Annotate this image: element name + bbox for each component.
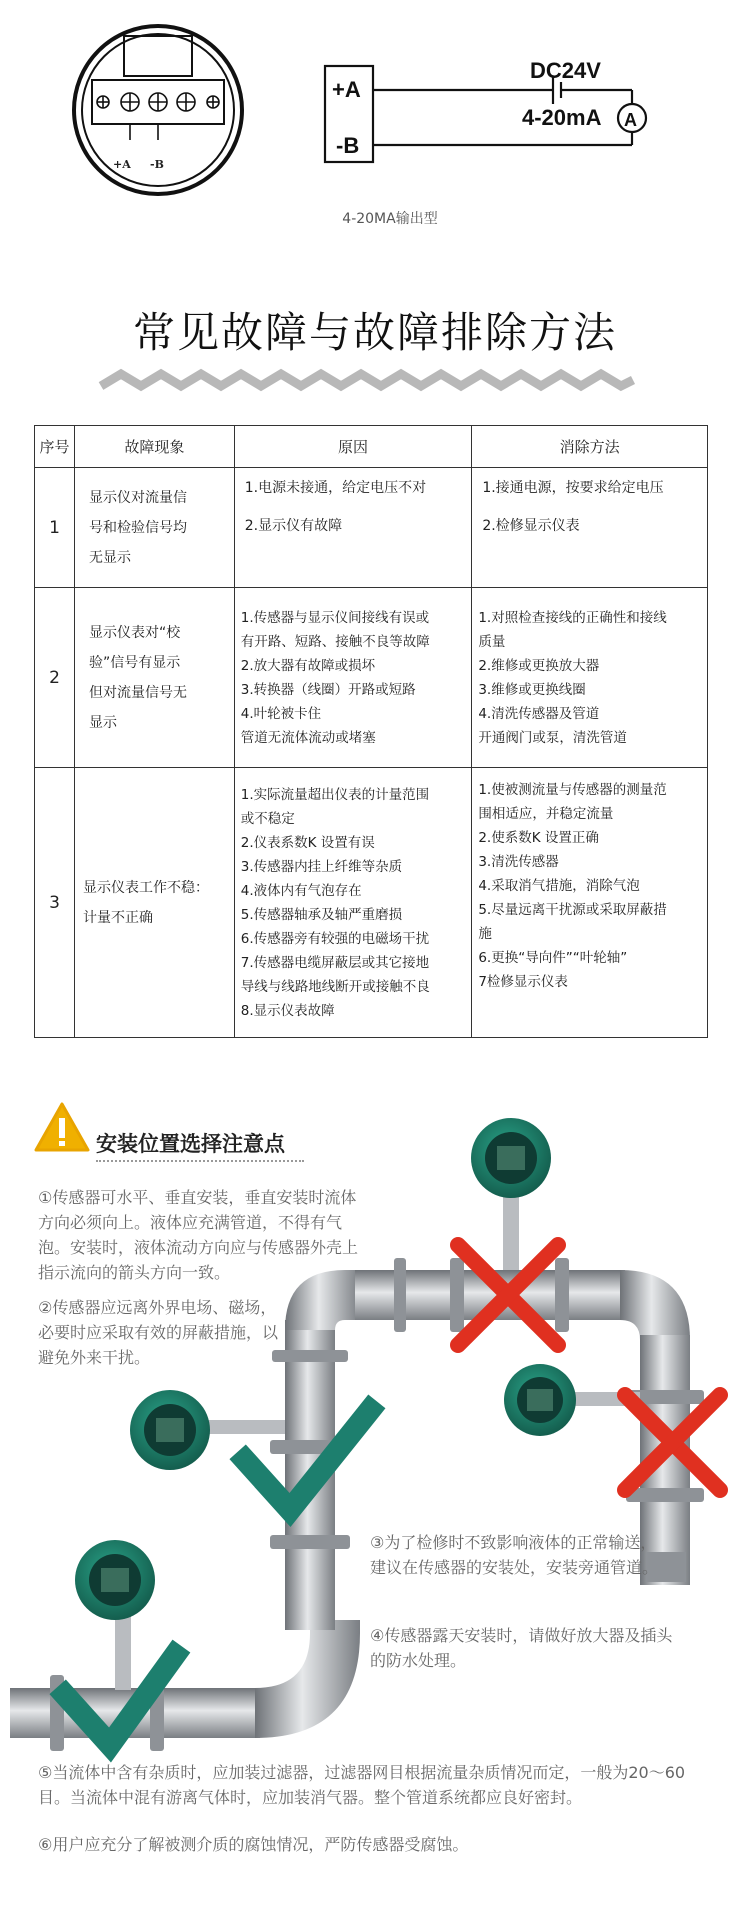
header-index: 序号 (35, 426, 75, 468)
cause-line: 1.实际流量超出仪表的计量范围 (240, 786, 430, 803)
row-number: 1 (35, 468, 75, 588)
symptom-line: 显示仪表工作不稳： (82, 879, 209, 896)
flowmeter-middle (130, 1390, 285, 1470)
cause-line: 有开路、短路、接触不良等故障 (240, 633, 430, 650)
row-causes (234, 588, 472, 768)
cause-line: 2.放大器有故障或损坏 (240, 657, 376, 674)
symptom-line: 无显示 (88, 549, 131, 566)
table-row (35, 768, 708, 1038)
row-symptom (74, 768, 234, 1038)
symptom-line: 显示 (88, 714, 117, 731)
cause-line: 1.电源未接通，给定电压不对 (244, 480, 427, 496)
cause-line: 管道无流体流动或堵塞 (240, 729, 376, 746)
terminal-b-label: -B (336, 133, 360, 158)
symptom-line: 但对流量信号无 (88, 684, 187, 701)
cause-line: 8.显示仪表故障 (240, 1002, 335, 1019)
fix-line: 2.使系数K 设置正确 (478, 830, 599, 846)
fault-section-title: 常见故障与故障排除方法 (132, 308, 617, 357)
wiring-section (0, 0, 750, 250)
row-symptom (74, 588, 234, 768)
terminal-a-label: +A (332, 77, 361, 102)
row-fixes (472, 468, 708, 588)
cause-line: 3.传感器内挂上纤维等杂质 (240, 858, 403, 875)
current-label: 4-20mA (522, 105, 602, 130)
row-number: 3 (35, 768, 75, 1038)
fix-line: 开通阀门或泵，清洗管道 (478, 729, 627, 746)
row-fixes (472, 588, 708, 768)
table-header-row (35, 426, 708, 468)
install-section-title: 安装位置选择注意点 (96, 1132, 285, 1156)
fix-line: 围相适应，并稳定流量 (478, 806, 614, 822)
supply-label: DC24V (530, 58, 601, 83)
fix-line: 7检修显示仪表 (478, 974, 568, 990)
flowmeter-bottom (75, 1540, 155, 1690)
cause-line: 4.叶轮被卡住 (240, 705, 322, 722)
cause-line: 2.显示仪有故障 (244, 518, 343, 534)
symptom-line: 显示仪对流量信 (88, 489, 187, 506)
fix-line: 1.对照检查接线的正确性和接线 (478, 609, 667, 626)
terminal-screws (97, 93, 219, 140)
cause-line: 4.液体内有气泡存在 (240, 882, 362, 899)
row-causes (234, 468, 472, 588)
fault-table (34, 425, 708, 1038)
fix-line: 1.使被测流量与传感器的测量范 (478, 782, 667, 798)
symptom-line: 号和检验信号均 (88, 519, 187, 536)
fix-line: 1.接通电源，按要求给定电压 (482, 480, 664, 496)
cause-line: 1.传感器与显示仪间接线有误或 (240, 609, 430, 626)
fix-line: 2.维修或更换放大器 (478, 657, 600, 674)
install-note-4: ④传感器露天安装时，请做好放大器及插头的防水处理。 (370, 1626, 673, 1670)
cause-line: 6.传感器旁有较强的电磁场干扰 (240, 930, 430, 947)
install-note-2: ②传感器应远离外界电场、磁场，必要时应采取有效的屏蔽措施，以避免外来干扰。 (38, 1298, 279, 1367)
ammeter-symbol: A (624, 110, 637, 130)
install-note-3: ③为了检修时不致影响液体的正常输送，建议在传感器的安装处，安装旁通管道。 (370, 1533, 659, 1577)
row-causes (234, 768, 472, 1038)
header-symptom: 故障现象 (74, 426, 234, 468)
fix-line: 3.维修或更换线圈 (478, 681, 586, 698)
fix-line: 3.清洗传感器 (478, 854, 559, 870)
fix-line: 2.检修显示仪表 (482, 518, 580, 534)
install-section (0, 1090, 750, 1906)
table-row (35, 588, 708, 768)
symptom-line: 计量不正确 (82, 909, 153, 926)
cause-line: 2.仪表系数K 设置有误 (240, 834, 375, 851)
title-underline (96, 1160, 304, 1162)
wiring-caption: 4-20MA输出型 (342, 211, 438, 227)
header-cause: 原因 (234, 426, 472, 468)
cause-line: 7.传感器电缆屏蔽层或其它接地 (240, 954, 430, 971)
fix-line: 施 (478, 926, 492, 942)
symptom-line: 验”信号有显示 (88, 654, 181, 671)
fix-line: 4.清洗传感器及管道 (478, 705, 600, 722)
symptom-line: 显示仪表对“校 (88, 624, 181, 641)
flowmeter-top (471, 1118, 551, 1270)
header-fix: 消除方法 (472, 426, 708, 468)
pin-a-label: +A (113, 158, 131, 171)
row-fixes (472, 768, 708, 1038)
fix-line: 4.采取消气措施，消除气泡 (478, 878, 640, 894)
warning-icon (36, 1104, 88, 1150)
row-symptom (74, 468, 234, 588)
install-note-5: ⑤当流体中含有杂质时，应加装过滤器，过滤器网目根据流量杂质情况而定，一般为20～60目。当流体中混有游离气体时，应加装消气器。整个管道系统都应良好密封。 (38, 1763, 686, 1807)
table-row (35, 468, 708, 588)
row-number: 2 (35, 588, 75, 768)
cause-line: 3.转换器（线圈）开路或短路 (240, 681, 416, 698)
cause-line: 导线与线路地线断开或接触不良 (240, 978, 430, 995)
install-note-1: ①传感器可水平、垂直安装，垂直安装时流体方向必须向上。液体应充满管道，不得有气泡。安装时，液体流动方向应与传感器外壳上指示流向的箭头方向一致。 (38, 1188, 359, 1282)
install-note-6: ⑥用户应充分了解被测介质的腐蚀情况，严防传感器受腐蚀。 (38, 1835, 469, 1854)
fix-line: 6.更换“导向件”“叶轮轴” (478, 950, 628, 966)
cause-line: 或不稳定 (240, 810, 295, 827)
wiring-diagram (0, 0, 750, 200)
fix-line: 5.尽量远离干扰源或采取屏蔽措 (478, 902, 667, 918)
fix-line: 质量 (478, 633, 506, 650)
pin-b-label: -B (150, 158, 164, 171)
cause-line: 5.传感器轴承及轴严重磨损 (240, 906, 403, 923)
title-zigzag-decoration (97, 368, 637, 394)
